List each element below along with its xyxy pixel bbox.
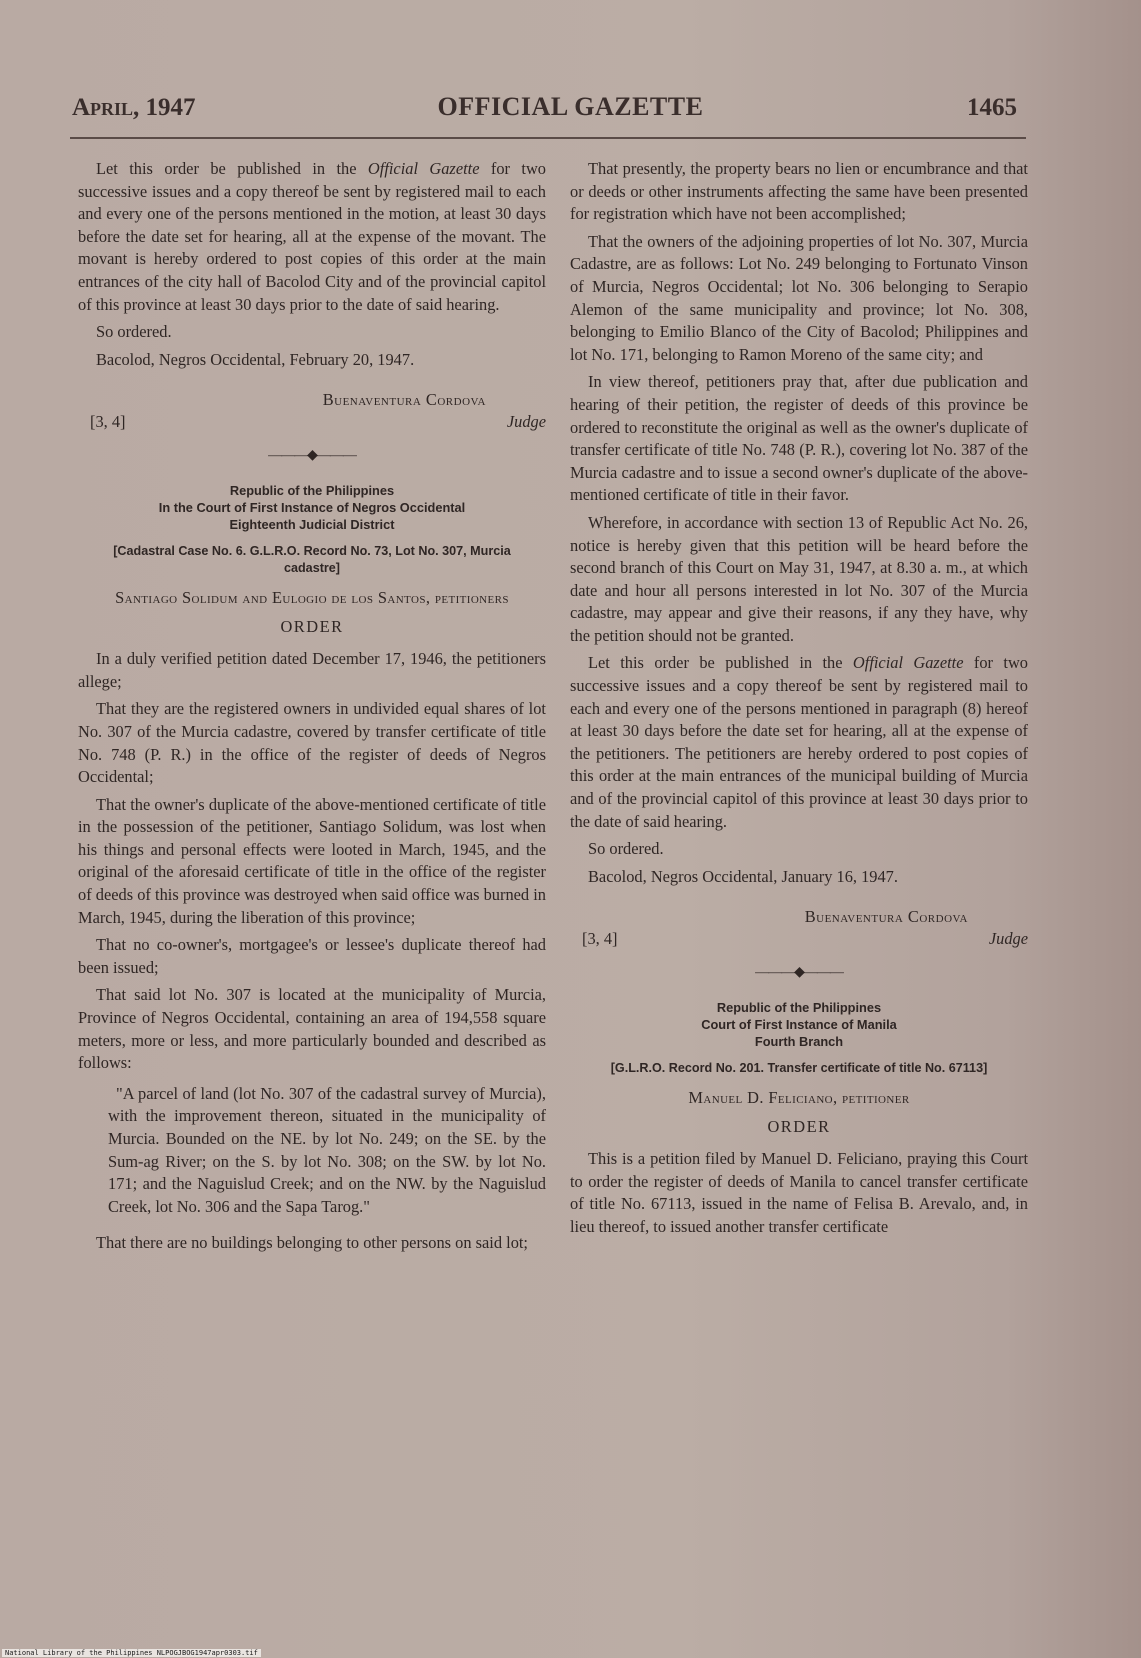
land-description-quote: "A parcel of land (lot No. 307 of the cadastral survey of Murcia), with the improvement thereon, situated in the municipality of Murcia. Bounded on the NE. by lot No. 249; on the SE. by the Sum-ag River; on the S. by lot No. 308; on the SW. by lot No. 171; and the Naguislud Creek; and on the NW. by the Naguislud Creek, lot No. 306 and the Sapa Tarog." [108,1083,546,1216]
paragraph: That said lot No. 307 is located at the municipality of Murcia, Province of Negros Occidental, containing an area of 194,558 square meters, more or less, and more particularly bounded and described as follows: [78,985,546,1073]
order-heading: ORDER [767,1116,831,1136]
paragraph: Let this order be published in the Official Gazette for two successive issues and a copy thereof be sent by registered mail to each and every one of the persons mentioned in paragraph (8) hereof at least 30 days before the date set for hearing, all at the expense of the petitioners. The petitioners are hereby ordered to post copies of this order at the main entrances of the municipal building of Murcia and of the provincial capitol of this province at least 30 days prior to the date of said hearing. [570,653,1028,831]
paragraph: This is a petition filed by Manuel D. Feliciano, praying this Court to order the register of deeds of Manila to cancel transfer certificate of title No. 67113, issued in the name of Felisa B. Arevalo, and, in lieu thereof, to issued another transfer certificate [570,1149,1028,1236]
judge-name: Buenaventura Cordova [804,907,968,927]
judge-title: Judge [506,412,546,432]
order-heading: ORDER [280,616,344,636]
paragraph: That they are the registered owners in undivided equal shares of lot No. 307 of the Murcia cadastre, covered by transfer certificate of title No. 748 (P. R.) in the office of the register of deeds of Negros Occidental; [78,699,546,787]
separator: ———◆——— [755,965,843,981]
paragraph: So ordered. [588,839,664,859]
paragraph: That the owners of the adjoining properties of lot No. 307, Murcia Cadastre, are as follows: Lot No. 249 belonging to Fortunato Vinson of Murcia, Negros Occidental; lot No. 306 belonging to Serapio Alemon of the same municipality and province; lot No. 308, belonging to Emilio Blanco of the City of Bacolod; Philippines and lot No. 171, belonging to Ramon Moreno of the same city; and [570,231,1028,364]
signature-block [78,389,546,433]
judge-title: Judge [988,929,1028,949]
left-column [78,158,546,1255]
paragraph: So ordered. [96,322,172,342]
page-number: 1465 [967,94,1017,121]
court-caption: Republic of the Philippines Court of First Instance of Manila Fourth Branch [701,1000,897,1049]
parties: Santiago Solidum and Eulogio de los Santos, petitioners [115,587,509,607]
paragraph: In view thereof, petitioners pray that, after due publication and hearing of their petition, the register of deeds of this province be ordered to reconstitute the original as well as the owner's duplicate of transfer certificate of title No. 748 (P. R.), covering lot No. 387 of the Murcia cadastre and to issue a second owner's duplicate of the above-mentioned certificate of title in their favor. [570,372,1028,505]
court-caption: Republic of the Philippines In the Court of First Instance of Negros Occidental Eighteenth Judicial District [158,482,466,532]
issue-numbers: [3, 4] [582,929,618,949]
parties: Manuel D. Feliciano, petitioner [688,1088,910,1107]
paragraph: Bacolod, Negros Occidental, January 16, 1947. [588,866,898,886]
right-column [570,158,1028,1244]
case-reference: [G.L.R.O. Record No. 201. Transfer certificate of title No. 67113] [610,1061,988,1075]
issue-numbers: [3, 4] [90,412,126,432]
paragraph: That there are no buildings belonging to other persons on said lot; [96,1233,528,1253]
header-rule [70,137,1026,139]
paragraph: That the owner's duplicate of the above-mentioned certificate of title in the possession of the petitioner, Santiago Solidum, was lost when his things and personal effects were looted in March, 1945, and the original of the aforesaid certificate of title in the office of the register of deeds of this province was destroyed when said office was burned in March, 1945, during the liberation of this province; [78,794,546,927]
scan-footer: National Library of the Philippines NLPOGJBOG1947apr0303.tif [2,1649,261,1657]
case-reference: [Cadastral Case No. 6. G.L.R.O. Record No. 73, Lot No. 307, Murcia cadastre] [113,543,511,575]
judge-name: Buenaventura Cordova [322,390,486,410]
header-title: OFFICIAL GAZETTE [437,92,704,121]
paragraph: Wherefore, in accordance with section 13 of Republic Act No. 26, notice is hereby given that this petition will be heard before the second branch of this Court on May 31, 1947, at 8.30 a. m., at which date and hour all persons interested in lot No. 307 of the Murcia cadastre, may appear and give their reasons, if any they have, why the petition should not be granted. [570,512,1028,645]
paragraph: Bacolod, Negros Occidental, February 20, 1947. [96,349,415,369]
paragraph: That presently, the property bears no lien or encumbrance and that or deeds or other instruments affecting the same have been presented for registration which have not been accomplished; [570,159,1028,224]
separator: ———◆——— [268,448,356,464]
signature-block [570,906,1028,950]
paragraph: Let this order be published in the Official Gazette for two successive issues and a copy thereof be sent by registered mail to each and every one of the persons mentioned in the motion, at least 30 days before the date set for hearing, all at the expense of the movant. The movant is hereby ordered to post copies of this order at the main entrances of the city hall of Bacolod City and of the provincial capitol of this province at least 30 days prior to the date of said hearing. [78,159,546,314]
paragraph: In a duly verified petition dated December 17, 1946, the petitioners allege; [78,649,546,691]
header-date: April, 1947 [72,94,196,121]
paragraph: That no co-owner's, mortgagee's or lessee's duplicate thereof had been issued; [78,935,546,977]
